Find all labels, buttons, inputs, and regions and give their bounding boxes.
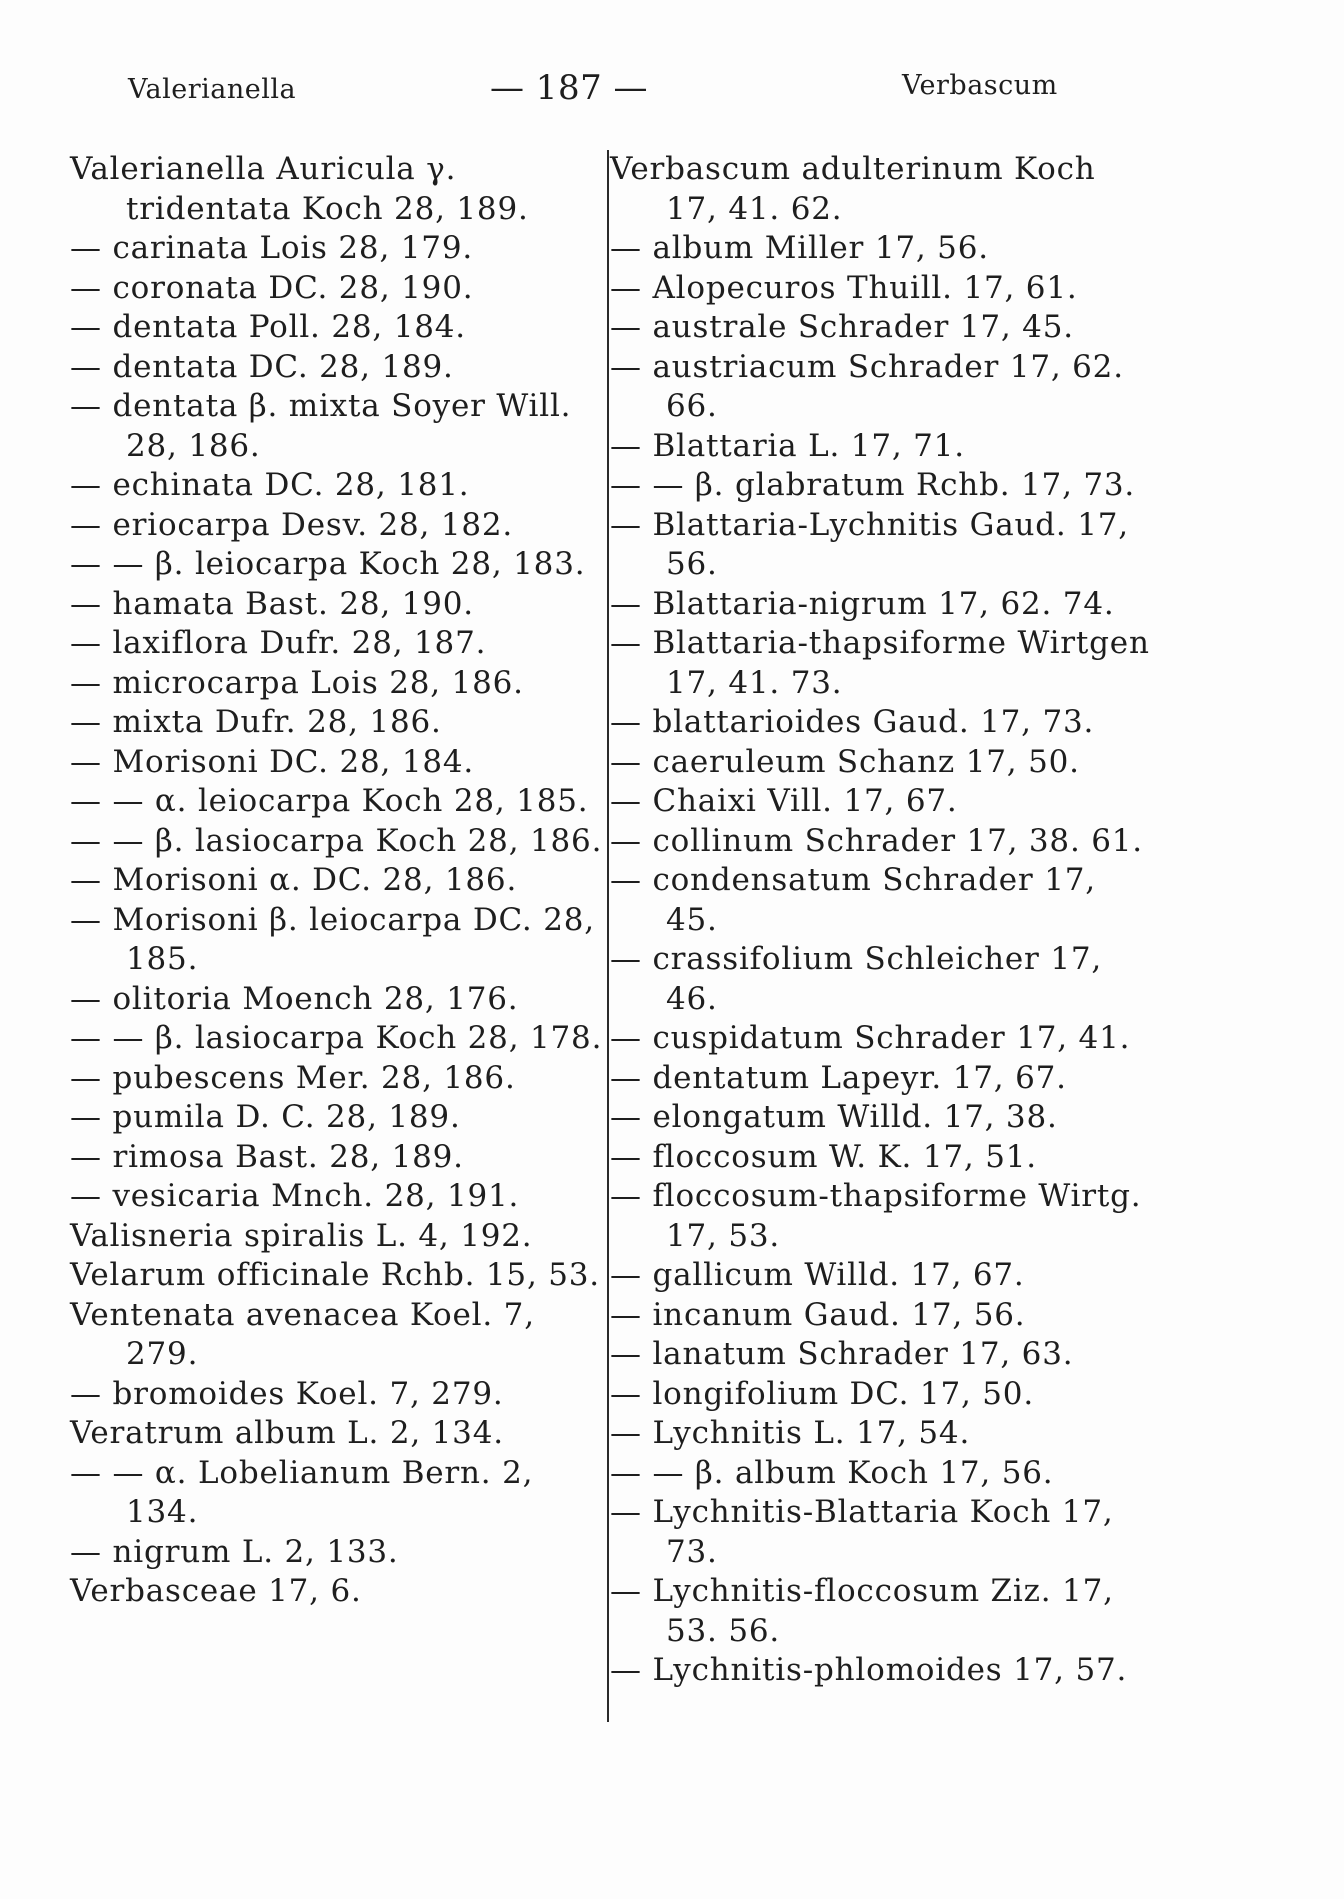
index-entry-text: rimosa Bast. 28, 189. [112, 1138, 464, 1175]
index-entry-text: microcarpa Lois 28, 186. [112, 664, 524, 701]
index-entry [70, 1098, 605, 1138]
index-entry-text: laxiflora Dufr. 28, 187. [112, 625, 487, 661]
index-entry-text: Blattaria L. 17, 71. [652, 427, 965, 464]
index-entry-text: gallicum Willd. 17, 67. [652, 1257, 1025, 1293]
index-entry [70, 1256, 605, 1296]
index-entry-text: Valerianella Auricula γ. tridentata Koch 28, 189. [70, 151, 529, 227]
index-entry-text: β. lasiocarpa Koch 28, 178. [154, 1020, 603, 1056]
index-entry [70, 506, 605, 546]
index-entry-text: vesicaria Mnch. 28, 191. [112, 1178, 520, 1214]
index-entry [70, 743, 605, 783]
index-entry [610, 822, 1150, 862]
running-head-left: Valerianella [128, 74, 297, 105]
index-entry [70, 782, 605, 822]
index-entry-text: hamata Bast. 28, 190. [112, 585, 474, 622]
index-entry-text: Morisoni β. leiocarpa DC. 28, 185. [112, 901, 595, 977]
index-entry-text: olitoria Moench 28, 176. [112, 980, 519, 1017]
index-entry-text: floccosum-thapsiforme Wirtg. 17, 53. [652, 1178, 1142, 1254]
index-entry [610, 1493, 1150, 1572]
index-entry [610, 861, 1150, 940]
index-entry-text: floccosum W. K. 17, 51. [652, 1138, 1037, 1175]
index-entry-text: incanum Gaud. 17, 56. [652, 1296, 1026, 1333]
index-column-left [70, 150, 605, 1612]
index-entry [70, 387, 605, 466]
index-entry [610, 269, 1150, 309]
index-entry-text: dentatum Lapeyr. 17, 67. [652, 1059, 1067, 1096]
index-entry [70, 980, 605, 1020]
index-entry [610, 308, 1150, 348]
index-entry [70, 269, 605, 309]
index-entry-text: Blattaria-thapsiforme Wirtgen 17, 41. 73. [652, 625, 1150, 701]
index-entry [70, 1296, 605, 1375]
index-entry-text: β. leiocarpa Koch 28, 183. [154, 546, 586, 582]
index-entry-text: Velarum officinale Rchb. 15, 53. [70, 1257, 600, 1293]
index-entry [70, 901, 605, 980]
running-head [0, 68, 1344, 112]
index-entry-text: Lychnitis-Blattaria Koch 17, 73. [652, 1494, 1114, 1570]
index-entry-text: Verbasceae 17, 6. [70, 1573, 362, 1609]
index-entry [610, 229, 1150, 269]
index-entry-text: Lychnitis L. 17, 54. [652, 1415, 971, 1451]
index-entry-text: lanatum Schrader 17, 63. [652, 1336, 1074, 1372]
column-divider [607, 150, 609, 1722]
index-entry-text: β. glabratum Rchb. 17, 73. [694, 467, 1136, 503]
index-entry [70, 229, 605, 269]
index-entry [70, 861, 605, 901]
index-entry [610, 624, 1150, 703]
index-entry-text: Alopecuros Thuill. 17, 61. [652, 269, 1078, 306]
index-entry-text: dentata DC. 28, 189. [112, 348, 454, 385]
index-entry-text: collinum Schrader 17, 38. 61. [652, 822, 1143, 859]
index-entry [70, 1375, 605, 1415]
index-entry [70, 1454, 605, 1533]
index-entry [70, 585, 605, 625]
index-entry-text: condensatum Schrader 17, 45. [652, 862, 1096, 938]
index-entry-text: Morisoni α. DC. 28, 186. [112, 862, 518, 898]
index-entry [610, 1138, 1150, 1178]
index-entry [610, 348, 1150, 427]
index-entry [70, 1177, 605, 1217]
index-entry-text: eriocarpa Desv. 28, 182. [112, 506, 514, 543]
index-entry-text: Chaixi Vill. 17, 67. [652, 783, 958, 819]
index-entry [610, 1572, 1150, 1651]
index-entry-text: pubescens Mer. 28, 186. [112, 1059, 516, 1096]
index-entry-text: blattarioides Gaud. 17, 73. [652, 704, 1095, 740]
index-entry-text: cuspidatum Schrader 17, 41. [652, 1020, 1131, 1056]
index-entry-text: longifolium DC. 17, 50. [652, 1375, 1034, 1412]
index-entry [70, 1533, 605, 1573]
index-entry-text: austriacum Schrader 17, 62. 66. [652, 348, 1124, 424]
page-number: — 187 — [490, 68, 649, 108]
index-entry [70, 466, 605, 506]
index-entry [610, 1335, 1150, 1375]
index-entry [70, 1138, 605, 1178]
index-entry [70, 1059, 605, 1099]
index-entry [610, 466, 1150, 506]
index-entry-text: echinata DC. 28, 181. [112, 467, 470, 503]
index-entry [610, 1059, 1150, 1099]
index-entry [70, 1019, 605, 1059]
index-entry [610, 782, 1150, 822]
index-entry-text: album Miller 17, 56. [652, 230, 989, 266]
index-entry [70, 150, 605, 229]
index-entry-text: dentata β. mixta Soyer Will. 28, 186. [112, 388, 572, 464]
index-entry [610, 940, 1150, 1019]
index-entry-text: nigrum L. 2, 133. [112, 1533, 399, 1570]
index-entry-text: elongatum Willd. 17, 38. [652, 1099, 1058, 1135]
index-entry [610, 585, 1150, 625]
index-entry [70, 348, 605, 388]
index-entry [610, 1177, 1150, 1256]
index-entry [70, 1414, 605, 1454]
index-entry [610, 1256, 1150, 1296]
index-entry-text: Veratrum album L. 2, 134. [70, 1415, 504, 1451]
index-entry-text: australe Schrader 17, 45. [652, 309, 1074, 345]
index-entry-text: Valisneria spiralis L. 4, 192. [70, 1217, 533, 1254]
index-entry [610, 1414, 1150, 1454]
index-entry-text: Verbascum adulterinum Koch 17, 41. 62. [610, 151, 1096, 227]
index-entry-text: pumila D. C. 28, 189. [112, 1099, 461, 1135]
index-entry [70, 1217, 605, 1257]
index-entry-text: Blattaria-nigrum 17, 62. 74. [652, 585, 1115, 622]
index-entry [610, 1454, 1150, 1494]
index-entry [610, 1651, 1150, 1691]
index-entry [610, 1098, 1150, 1138]
index-column-right [610, 150, 1150, 1691]
index-entry-text: crassifolium Schleicher 17, 46. [652, 941, 1103, 1017]
index-entry-text: α. Lobelianum Bern. 2, 134. [126, 1454, 534, 1530]
index-entry [610, 1296, 1150, 1336]
index-entry [70, 703, 605, 743]
index-entry-text: Blattaria-Lychnitis Gaud. 17, 56. [652, 506, 1129, 582]
index-entry-text: dentata Poll. 28, 184. [112, 309, 466, 345]
index-entry-text: β. lasiocarpa Koch 28, 186. [154, 822, 603, 859]
index-entry [70, 308, 605, 348]
index-entry [610, 427, 1150, 467]
index-entry-text: mixta Dufr. 28, 186. [112, 704, 442, 740]
index-entry-text: Morisoni DC. 28, 184. [112, 743, 475, 780]
index-entry [70, 1572, 605, 1612]
index-entry [70, 664, 605, 704]
index-entry-text: Lychnitis-phlomoides 17, 57. [652, 1652, 1128, 1688]
index-entry-text: Lychnitis-floccosum Ziz. 17, 53. 56. [652, 1573, 1114, 1649]
index-entry [610, 1375, 1150, 1415]
index-entry-text: β. album Koch 17, 56. [694, 1454, 1054, 1491]
index-entry-text: α. leiocarpa Koch 28, 185. [154, 783, 589, 819]
running-head-right: Verbascum [902, 70, 1058, 101]
index-entry [70, 624, 605, 664]
index-entry [610, 506, 1150, 585]
index-entry-text: carinata Lois 28, 179. [112, 230, 473, 266]
index-entry [70, 545, 605, 585]
index-entry [610, 1019, 1150, 1059]
index-entry [70, 822, 605, 862]
index-entry-text: bromoides Koel. 7, 279. [112, 1375, 504, 1412]
index-entry-text: coronata DC. 28, 190. [112, 269, 474, 306]
index-entry [610, 703, 1150, 743]
index-entry [610, 150, 1150, 229]
index-entry [610, 743, 1150, 783]
index-entry-text: caeruleum Schanz 17, 50. [652, 743, 1080, 780]
index-entry-text: Ventenata avenacea Koel. 7, 279. [70, 1296, 535, 1372]
